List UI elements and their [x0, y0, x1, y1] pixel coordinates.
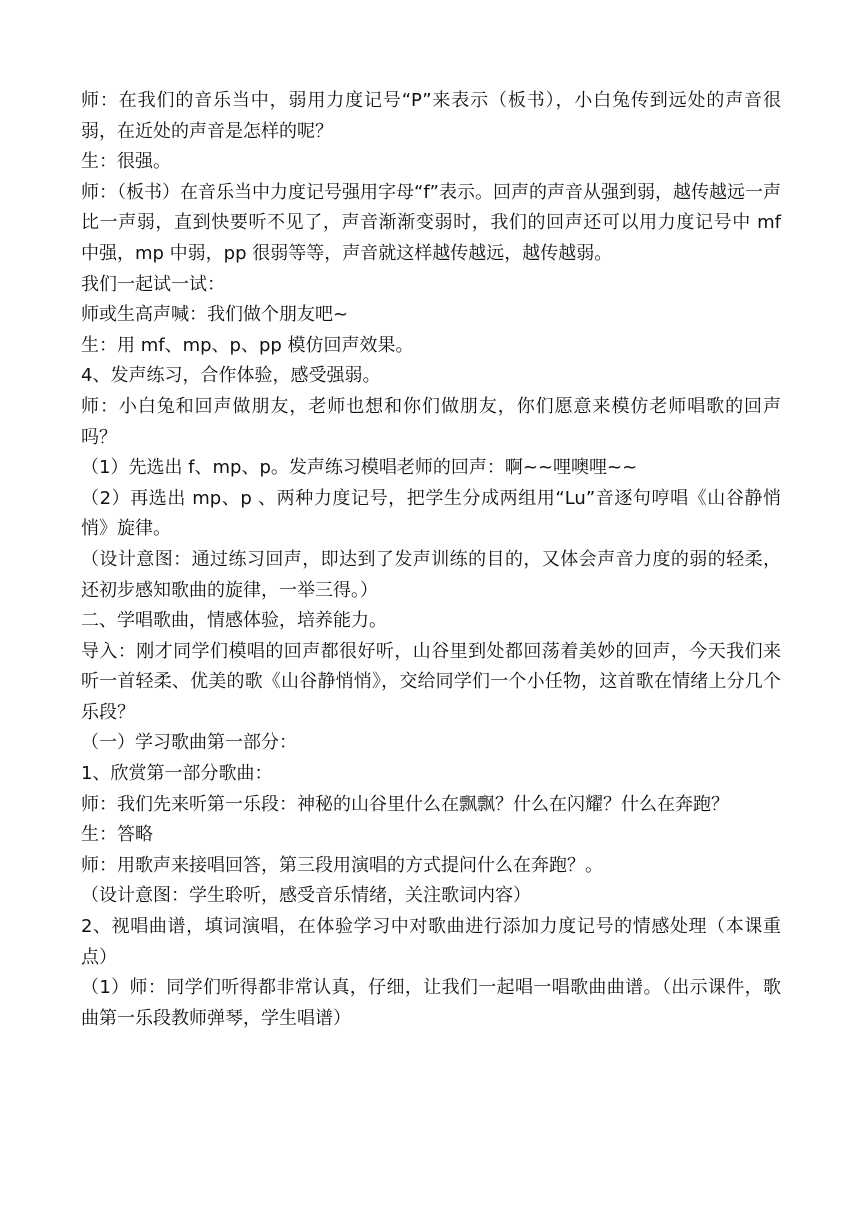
paragraph: 师：用歌声来接唱回答，第三段用演唱的方式提问什么在奔跑？。: [81, 854, 603, 876]
list-item: （2）再选出 mp、p 、两种力度记号，把学生分成两组用“Lu”音逐句哼唱《山谷静悄悄》旋律。: [81, 487, 781, 540]
paragraph: 生：很强。: [81, 151, 171, 173]
paragraph: 导入：刚才同学们模唱的回声都很好听，山谷里到处都回荡着美妙的回声，今天我们来听一首轻柔、优美的歌《山谷静悄悄》，交给同学们一个小任物，这首歌在情绪上分几个乐段？: [81, 640, 781, 723]
paragraph: 师：小白兔和回声做朋友，老师也想和你们做朋友，你们愿意来模仿老师唱歌的回声吗？: [81, 395, 781, 448]
paragraph: 师或生高声喊：我们做个朋友吧~: [81, 304, 349, 326]
paragraph: 师：（板书）在音乐当中力度记号强用字母“f”表示。回声的声音从强到弱，越传越远一声比一声弱，直到快要听不见了，声音渐渐变弱时，我们的回声还可以用力度记号中 mf 中强，mp 中弱，pp 很弱等等，声音就这样越传越远，越传越弱。: [81, 181, 781, 264]
paragraph: 生：用 mf、mp、p、pp 模仿回声效果。: [81, 334, 414, 356]
section-heading: 4、发声练习，合作体验，感受强弱。: [81, 365, 381, 387]
paragraph: 师：在我们的音乐当中，弱用力度记号“P”来表示（板书），小白兔传到远处的声音很弱，在近处的声音是怎样的呢？: [81, 90, 781, 142]
paragraph: 生：答略: [81, 824, 153, 846]
design-intent-note: （设计意图：通过练习回声，即达到了发声训练的目的，又体会声音力度的弱的轻柔，还初步感知歌曲的旋律，一举三得。）: [81, 548, 781, 601]
subsection-heading: （一）学习歌曲第一部分：: [81, 732, 297, 754]
design-intent-note: （设计意图：学生聆听，感受音乐情绪，关注歌词内容）: [81, 885, 531, 907]
paragraph: 我们一起试一试：: [81, 273, 225, 295]
list-item: （1）先选出 f、mp、p。发声练习模唱老师的回声：啊~~哩噢哩~~: [81, 457, 638, 479]
paragraph: 师：我们先来听第一乐段：神秘的山谷里什么在飘飘？什么在闪耀？什么在奔跑？: [81, 793, 729, 815]
section-heading: 1、欣赏第一部分歌曲：: [81, 763, 273, 785]
list-item: （1）师：同学们听得都非常认真，仔细，让我们一起唱一唱歌曲曲谱。（出示课件，歌曲第一乐段教师弹琴，学生唱谱）: [81, 977, 781, 1029]
section-heading: 2、视唱曲谱，填词演唱，在体验学习中对歌曲进行添加力度记号的情感处理（本课重点）: [81, 916, 781, 968]
document-page: [81, 86, 781, 1034]
section-heading: 二、学唱歌曲，情感体验，培养能力。: [81, 610, 387, 632]
